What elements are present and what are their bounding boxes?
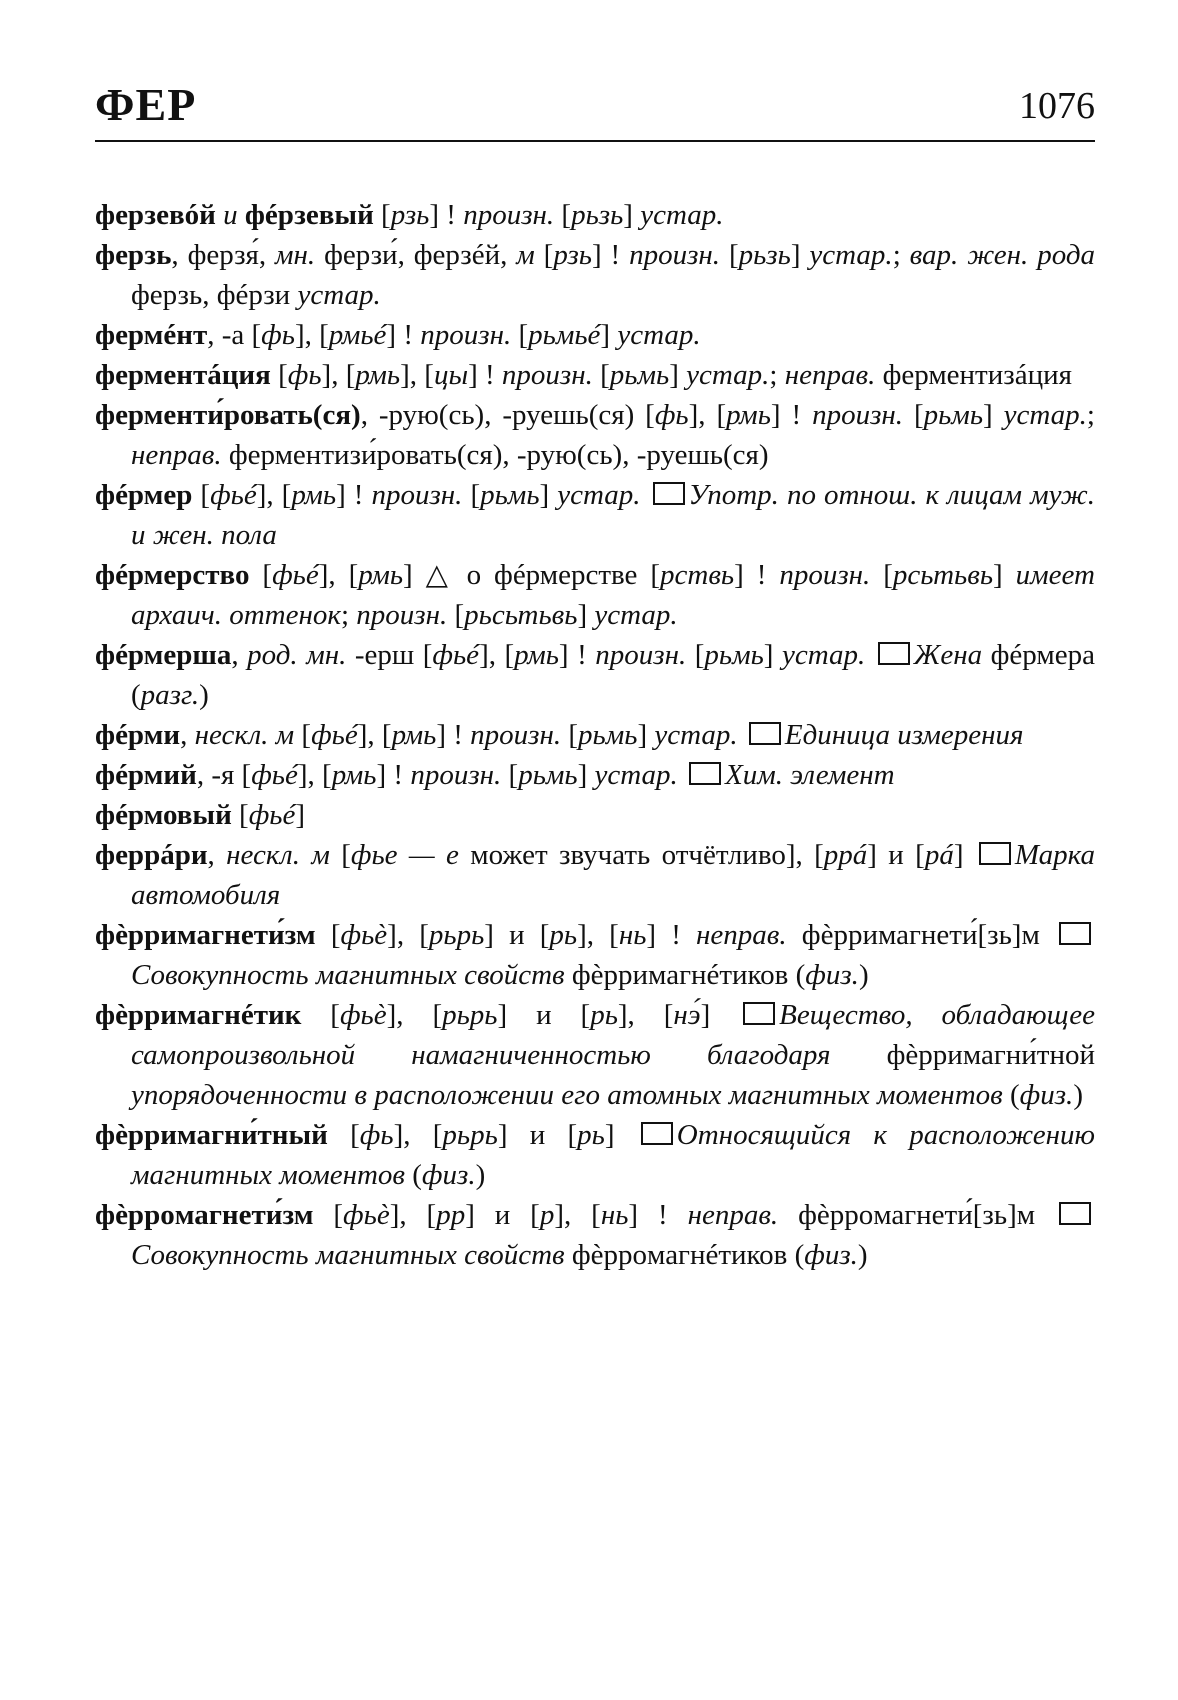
dictionary-entry: фѐрримагни́тный [фь], [рьрь] и [рь] Относящийся к расположению магнитных моментов (физ.) [95, 1119, 1095, 1191]
headword: фѐрримагнéтик [95, 999, 302, 1031]
page-number: 1076 [1019, 85, 1095, 127]
dictionary-entry: ферзевóй и фéрзевый [рзь] ! произн. [рьзь] устар. [95, 199, 724, 231]
headword: фéрмерство [95, 559, 250, 591]
headword: фéрмовый [95, 799, 232, 831]
headword: фѐрримагни́тный [95, 1119, 328, 1151]
headword: фѐррoмагнети́зм [95, 1199, 314, 1231]
definition-box-icon [689, 762, 721, 785]
definition-box-icon [878, 642, 910, 665]
definition-box-icon [641, 1122, 673, 1145]
headword: фéрмер [95, 479, 193, 511]
dictionary-entry: фéрмий, -я [фьé], [рмь] ! произн. [рьмь] устар. Хим. элемент [95, 759, 895, 791]
definition-box-icon [749, 722, 781, 745]
header-rule [95, 140, 1095, 142]
dictionary-entry: ферментáция [фь], [рмь], [цы] ! произн. [рьмь] устар.; неправ. ферментизáция [95, 359, 1072, 391]
dictionary-entry: фéрми, нескл. м [фьé], [рмь] ! произн. [рьмь] устар. Единица измерения [95, 719, 1024, 751]
headword: фéрмерша [95, 639, 232, 671]
headword: ферменти́ровать(ся) [95, 399, 361, 431]
definition-box-icon [653, 482, 685, 505]
entry-list [95, 195, 1095, 1275]
dictionary-entry: фѐрримагнéтик [фьѐ], [рьрь] и [рь], [нэ́] Вещество, обладающее самопроизвольной намагниченностью благодаря фѐрримагни́тной упорядоченности в расположении его атомных магнитных моментов (физ.) [95, 999, 1095, 1111]
dictionary-entry: фéрмерство [фьé], [рмь] △ о фéрмерстве [рствь] ! произн. [рсьтьвь] имеет архаич. оттенок; произн. [рьсьтьвь] устар. [95, 559, 1095, 631]
dictionary-entry: фермéнт, -а [фь], [рмьé] ! произн. [рьмьé] устар. [95, 319, 701, 351]
dictionary-entry: фéрмер [фьé], [рмь] ! произн. [рьмь] устар. Употр. по отнош. к лицам муж. и жен. пола [95, 479, 1095, 551]
dictionary-entry: фѐрримагнети́зм [фьѐ], [рьрь] и [рь], [нь] ! неправ. фѐрримагнети́[зь]м Совокупность магнитных свойств фѐрримагнéтиков (физ.) [95, 915, 1095, 995]
running-head: ФЕР [95, 79, 197, 130]
definition-box-icon [1059, 922, 1091, 945]
dictionary-entry: фѐррoмагнети́зм [фьѐ], [рр] и [р], [нь] ! неправ. фѐррoмагнети́[зь]м Совокупность магнитных свойств фѐррoмагнéтиков (физ.) [95, 1195, 1095, 1275]
headword: ферзь [95, 239, 172, 271]
headword: фéрми [95, 719, 181, 751]
dictionary-entry: ферменти́ровать(ся), -рую(сь), -руешь(ся) [фь], [рмь] ! произн. [рьмь] устар.; неправ. ферментизи́ровать(ся), -рую(сь), -руешь(ся) [95, 399, 1095, 471]
page-header [95, 78, 1095, 138]
headword: фермéнт [95, 319, 208, 351]
headword: фéрмий [95, 759, 197, 791]
dictionary-entry: фéрмерша, род. мн. -ерш [фьé], [рмь] ! произн. [рьмь] устар. Жена фéрмера (разг.) [95, 639, 1095, 711]
definition-box-icon [979, 842, 1011, 865]
headword: ферзевóй [95, 199, 216, 231]
headword: феррáри [95, 839, 208, 871]
dictionary-entry: феррáри, нескл. м [фье — е может звучать отчётливо], [ррá] и [рá] Марка автомобиля [95, 839, 1095, 911]
dictionary-entry: ферзь, ферзя́, мн. ферзи́, ферзéй, м [рзь] ! произн. [рьзь] устар.; вар. жен. рода ферзь, фéрзи устар. [95, 239, 1095, 311]
definition-box-icon [1059, 1202, 1091, 1225]
definition-box-icon [743, 1002, 775, 1025]
headword: фѐрримагнети́зм [95, 919, 316, 951]
dictionary-entry: фéрмовый [фьé] [95, 799, 306, 831]
headword: ферментáция [95, 359, 271, 391]
